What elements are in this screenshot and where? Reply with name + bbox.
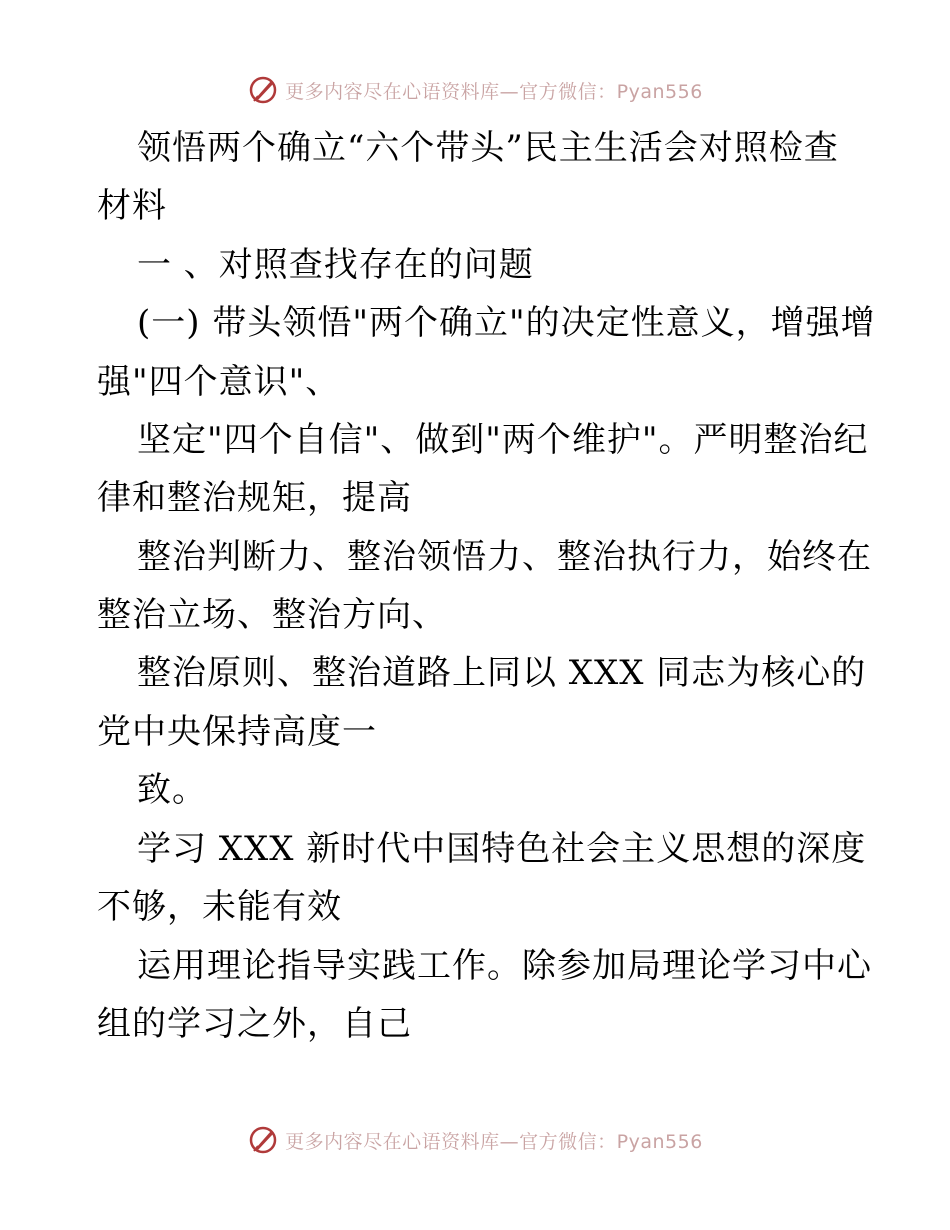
paragraph-line: 整治原则、整治道路上同以 XXX 同志为核心的 [137,653,867,693]
paragraph-line: 整治判断力、整治领悟力、整治执行力，始终在 [137,537,872,577]
paragraph-line: 党中央保持高度一 [97,712,377,752]
paragraph-line: 运用理论指导实践工作。除参加局理论学习中心 [137,946,872,986]
paragraph-line: 整治立场、整治方向、 [97,595,447,635]
paragraph-line: 不够，未能有效 [97,887,342,927]
watermark-header [0,72,950,108]
quill-pen-circle-icon [247,74,279,106]
watermark-text: 更多内容尽在心语资料库—官方微信：Pyan556 [285,1130,703,1153]
watermark-text: 更多内容尽在心语资料库—官方微信：Pyan556 [285,80,703,103]
doc-title-line-2: 材料 [97,186,167,226]
paragraph-line: 组的学习之外，自己 [97,1004,412,1044]
paragraph-line: (一) 带头领悟"两个确立"的决定性意义，增强增 [137,303,876,343]
watermark-footer [0,1122,950,1158]
paragraph-line: 强"四个意识"、 [97,362,341,402]
quill-pen-circle-icon [247,1124,279,1156]
paragraph-line: 致。 [137,770,207,810]
paragraph-line: 学习 XXX 新时代中国特色社会主义思想的深度 [137,829,867,869]
paragraph-line: 坚定"四个自信"、做到"两个维护"。严明整治纪 [137,420,869,460]
section-heading: 一 、对照查找存在的问题 [137,245,534,285]
paragraph-line: 律和整治规矩，提高 [97,478,412,518]
doc-title-line-1: 领悟两个确立“六个带头”民主生活会对照检查 [137,128,839,168]
